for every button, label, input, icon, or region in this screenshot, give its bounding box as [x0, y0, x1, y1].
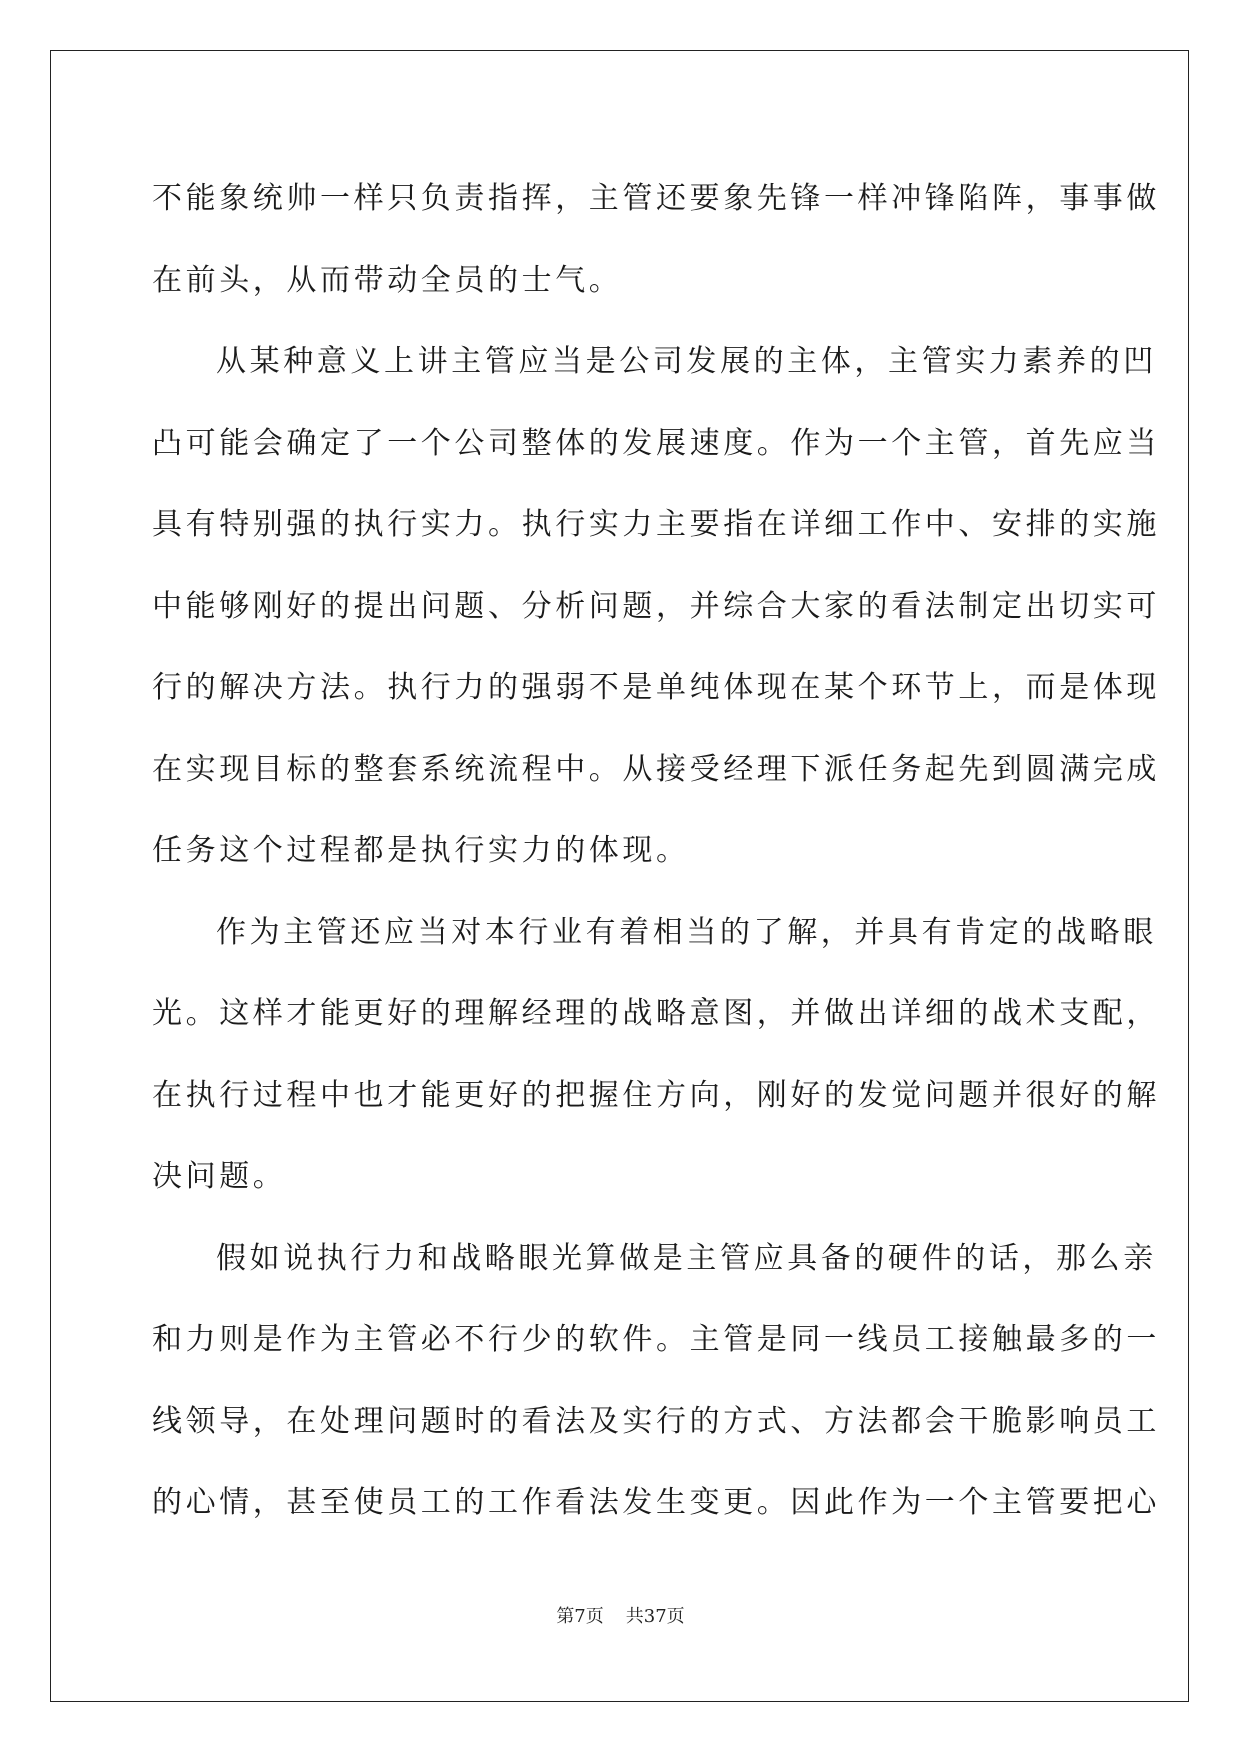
paragraph-first-line: 从某种意义上讲主管应当是公司发展的主体，主管实力素养的凹 — [216, 344, 1157, 379]
page-footer — [0, 1602, 1241, 1628]
text-line: 具有特别强的执行实力。执行实力主要指在详细工作中、安排的实施 — [152, 507, 1160, 542]
text-line: 在实现目标的整套系统流程中。从接受经理下派任务起先到圆满完成 — [152, 751, 1160, 787]
text-line: 在前头，从而带动全员的士气。 — [152, 262, 623, 298]
paragraph-first-line: 作为主管还应当对本行业有着相当的了解，并具有肯定的战略眼 — [216, 914, 1157, 950]
text-line: 不能象统帅一样只负责指挥，主管还要象先锋一样冲锋陷阵，事事做 — [152, 181, 1160, 216]
text-line: 光。这样才能更好的理解经理的战略意图，并做出详细的战术支配， — [152, 996, 1160, 1031]
text-line: 中能够刚好的提出问题、分析问题，并综合大家的看法制定出切实可 — [152, 588, 1160, 624]
text-line: 和力则是作为主管必不行少的软件。主管是同一线员工接触最多的一 — [152, 1322, 1160, 1357]
document-body — [152, 158, 1160, 1544]
text-line: 行的解决方法。执行力的强弱不是单纯体现在某个环节上，而是体现 — [152, 670, 1160, 705]
text-line: 线领导，在处理问题时的看法及实行的方式、方法都会干脆影响员工 — [152, 1403, 1160, 1439]
text-line: 任务这个过程都是执行实力的体现。 — [152, 833, 690, 868]
text-line: 凸可能会确定了一个公司整体的发展速度。作为一个主管，首先应当 — [152, 425, 1160, 461]
current-page-number: 第7页 — [556, 1606, 604, 1627]
text-line: 在执行过程中也才能更好的把握住方向，刚好的发觉问题并很好的解 — [152, 1077, 1160, 1113]
text-line: 决问题。 — [152, 1159, 287, 1194]
paragraph-first-line: 假如说执行力和战略眼光算做是主管应具备的硬件的话，那么亲 — [216, 1240, 1157, 1276]
total-page-count: 共37页 — [625, 1606, 685, 1627]
text-line: 的心情，甚至使员工的工作看法发生变更。因此作为一个主管要把心 — [152, 1485, 1160, 1520]
